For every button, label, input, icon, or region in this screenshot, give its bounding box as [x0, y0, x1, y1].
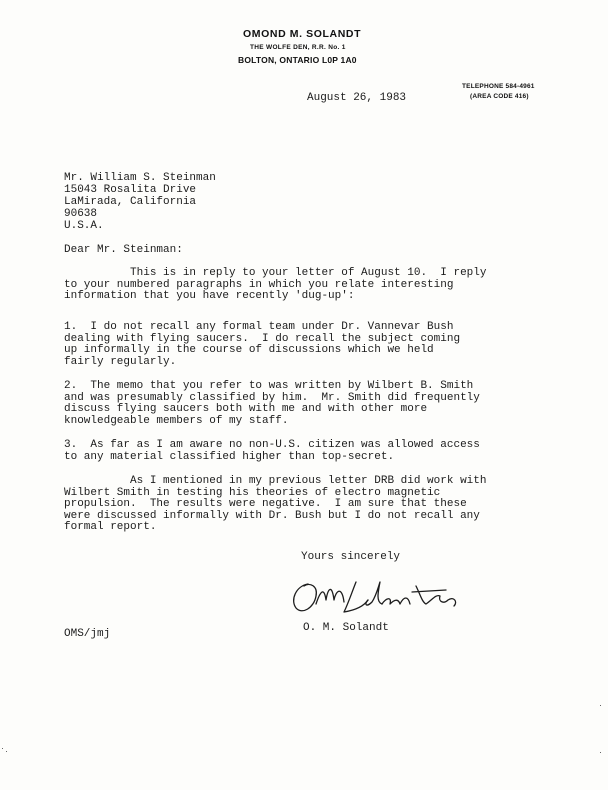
letterhead-address-line1: THE WOLFE DEN, R.R. No. 1	[250, 44, 346, 51]
body-paragraph: 3. As far as I am aware no non-U.S. citizen was allowed access to any material classified higher than top-secret.	[64, 439, 480, 463]
body-paragraph: This is in reply to your letter of August 10. I reply to your numbered paragraphs in which you relate interesting information that you have recently 'dug-up':	[64, 267, 487, 302]
scan-speck	[2, 748, 3, 749]
letter-date: August 26, 1983	[307, 92, 407, 104]
letterhead-area-code: (AREA CODE 416)	[470, 93, 529, 100]
signature-image	[286, 574, 476, 620]
recipient-line: 90638	[64, 208, 98, 220]
salutation: Dear Mr. Steinman:	[64, 244, 183, 256]
letterhead-telephone: TELEPHONE 584-4961	[462, 83, 535, 90]
reference-initials: OMS/jmj	[64, 628, 111, 640]
recipient-line: LaMirada, California	[64, 196, 197, 208]
recipient-line: U.S.A.	[64, 220, 104, 232]
body-paragraph: As I mentioned in my previous letter DRB did work with Wilbert Smith in testing his theories of electro magnetic propulsion. The results were negative. I am sure that these were discussed informally with Dr. Bush but I do not recall any formal report.	[64, 475, 487, 533]
closing: Yours sincerely	[301, 551, 401, 563]
letterhead-name: OMOND M. SOLANDT	[243, 28, 362, 40]
body-paragraph: 2. The memo that you refer to was written by Wilbert B. Smith and was presumably classified by him. Mr. Smith did frequently discuss flying saucers both with me and with other more knowledgeable members of my staff.	[64, 380, 480, 427]
scan-speck	[600, 705, 601, 706]
body-paragraph: 1. I do not recall any formal team under Dr. Vannevar Bush dealing with flying saucers. I do recall the subject coming up informally in the course of discussions which we held fairly regularly.	[64, 321, 461, 368]
signature-name: O. M. Solandt	[303, 622, 389, 634]
scan-speck	[6, 751, 7, 752]
recipient-address	[64, 172, 216, 232]
scan-speck	[600, 752, 601, 753]
recipient-line: 15043 Rosalita Drive	[64, 184, 197, 196]
recipient-line: Mr. William S. Steinman	[64, 172, 216, 184]
letterhead-address-line2: BOLTON, ONTARIO L0P 1A0	[238, 55, 357, 65]
